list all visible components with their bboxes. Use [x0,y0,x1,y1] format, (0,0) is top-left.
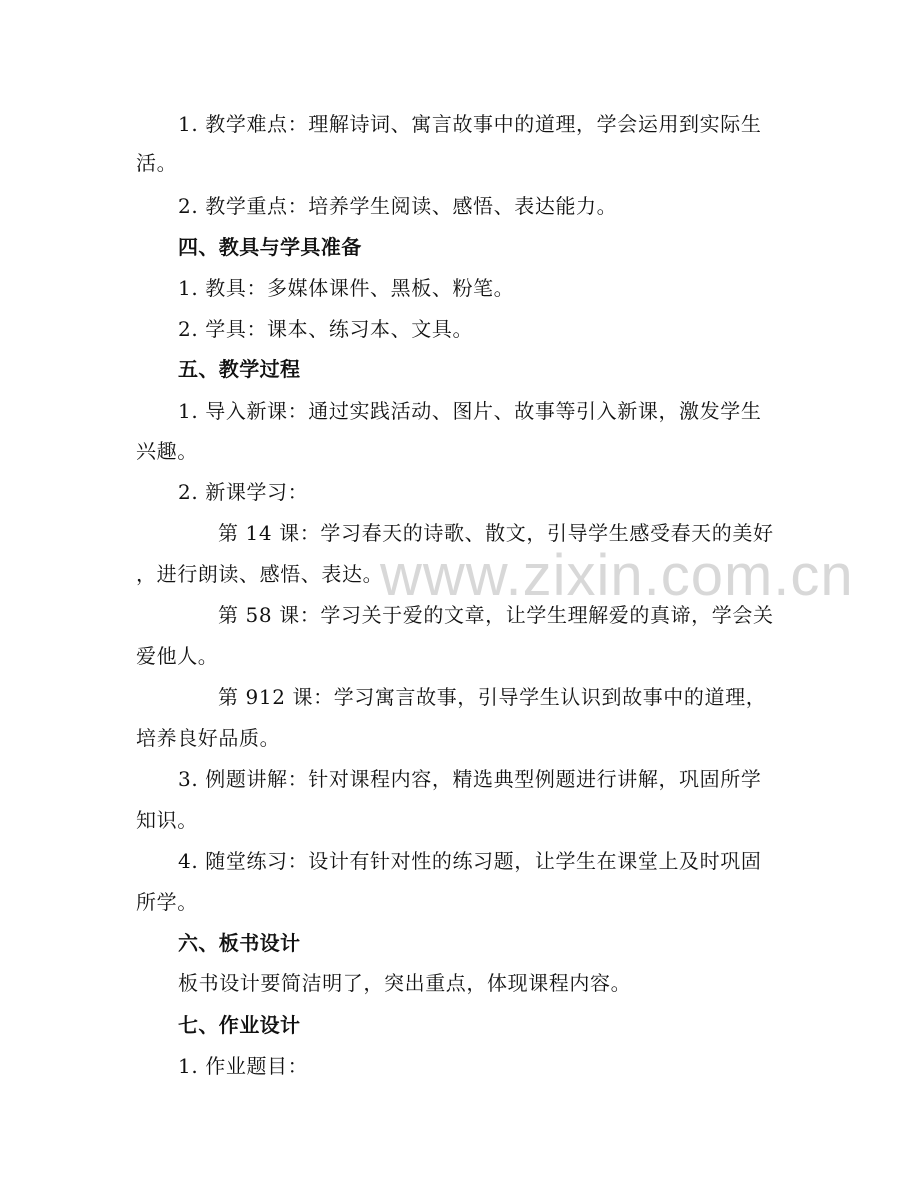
new-lesson-line: 2. 新课学习： [178,480,309,504]
lesson-14-line-1: 第 14 课：学习春天的诗歌、散文，引导学生感受春天的美好 [218,521,774,545]
practice-line-1: 4. 随堂练习：设计有针对性的练习题，让学生在课堂上及时巩固 [178,849,762,873]
lesson-58-line-1: 第 58 课：学习关于爱的文章，让学生理解爱的真谛，学会关 [218,603,774,627]
watermark: www.zixin.com.cn [380,543,854,608]
section-7-heading: 七、作业设计 [178,1013,301,1037]
section-6-heading: 六、板书设计 [178,931,301,955]
teaching-difficulty-line-1: 1. 教学难点：理解诗词、寓言故事中的道理，学会运用到实际生 [178,112,762,136]
student-tools-line: 2. 学具：课本、练习本、文具。 [178,317,474,341]
teacher-tools-line: 1. 教具：多媒体课件、黑板、粉笔。 [178,276,515,300]
intro-line-2: 兴趣。 [136,439,198,463]
section-5-heading: 五、教学过程 [178,357,301,381]
lesson-912-line-1: 第 912 课：学习寓言故事，引导学生认识到故事中的道理， [218,685,767,709]
homework-line: 1. 作业题目： [178,1054,309,1078]
lesson-912-line-2: 培养良好品质。 [136,726,281,750]
teaching-keypoint-line: 2. 教学重点：培养学生阅读、感悟、表达能力。 [178,194,618,218]
teaching-difficulty-line-2: 活。 [136,151,178,175]
example-line-2: 知识。 [136,808,198,832]
lesson-58-line-2: 爱他人。 [136,644,219,668]
board-design-line: 板书设计要简洁明了，突出重点，体现课程内容。 [178,971,632,995]
lesson-14-line-2: ，进行朗读、感悟、表达。 [136,562,384,586]
intro-line-1: 1. 导入新课：通过实践活动、图片、故事等引入新课，激发学生 [178,399,762,423]
section-4-heading: 四、教具与学具准备 [178,235,362,259]
practice-line-2: 所学。 [136,890,198,914]
example-line-1: 3. 例题讲解：针对课程内容，精选典型例题进行讲解，巩固所学 [178,767,762,791]
